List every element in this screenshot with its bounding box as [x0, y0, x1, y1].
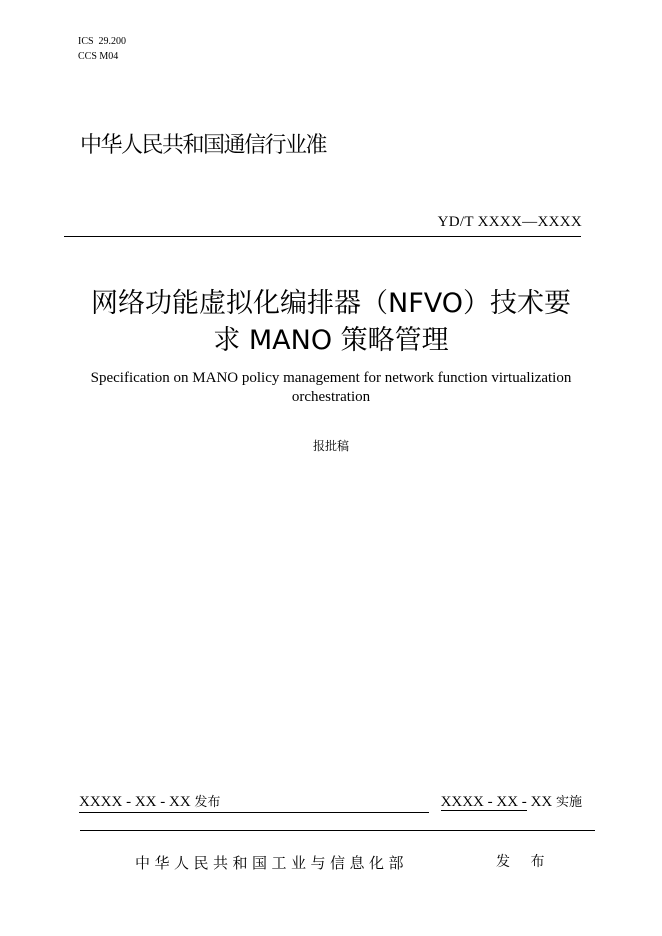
ccs-code: CCS M04: [78, 51, 119, 62]
implement-label: 实施: [555, 795, 582, 810]
classification-codes: [78, 34, 126, 64]
document-title-cn: [60, 285, 602, 359]
implementation-date-line: [441, 791, 582, 811]
industry-standard-heading: 中华人民共和国通信行业准: [80, 133, 327, 158]
release-date: XXXX - XX - XX: [79, 794, 191, 810]
footer-divider: [80, 830, 595, 831]
publish-label: 发 布: [496, 854, 553, 870]
draft-status: 报批稿: [312, 439, 349, 453]
title-en-line-1: Specification on MANO policy management for network function virtualization: [90, 370, 572, 386]
release-label: 发布: [194, 795, 221, 810]
title-cn-line-1: 网络功能虚拟化编排器（NFVO）技术要: [91, 288, 571, 319]
document-title-en: [60, 369, 602, 407]
implement-date: XXXX - XX -: [440, 794, 527, 810]
title-cn-line-2: 求 MANO 策略管理: [213, 325, 449, 356]
release-date-line: [79, 791, 429, 813]
header-divider: [64, 236, 581, 237]
standard-number: YD/T XXXX—XXXX: [437, 214, 582, 230]
title-en-line-2: orchestration: [291, 389, 371, 405]
implement-date-tail: XX: [526, 794, 553, 810]
issuing-ministry: 中华人民共和国工业与信息化部: [135, 854, 409, 872]
ics-code: ICS 29.200: [78, 36, 127, 47]
